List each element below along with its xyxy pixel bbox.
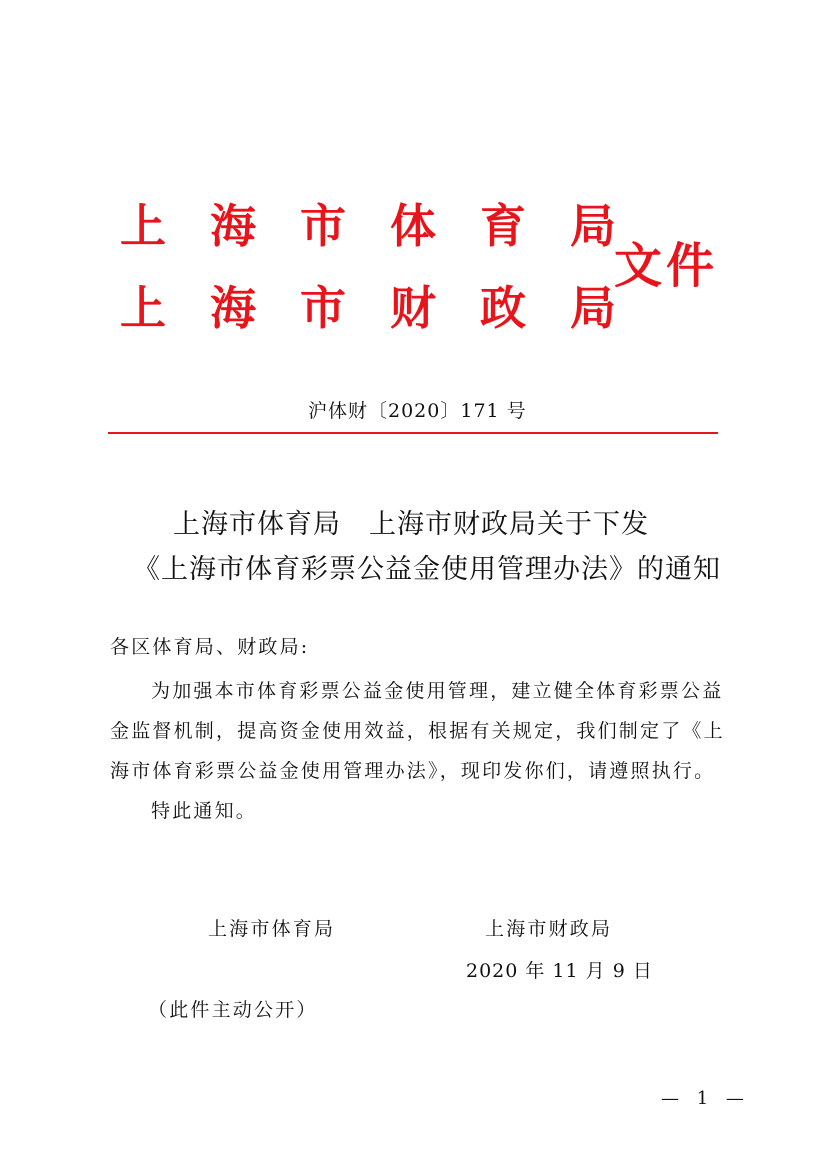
red-separator-line [108,432,718,434]
signature-org-sports-bureau: 上海市体育局 [208,918,336,940]
document-title-line-1: 上海市体育局 上海市财政局关于下发 [173,509,649,540]
signature-org-finance-bureau: 上海市财政局 [485,918,613,940]
disclosure-note: （此件主动公开） [148,999,318,1021]
body-paragraph-line-1: 为加强本市体育彩票公益金使用管理，建立健全体育彩票公益 [151,680,724,702]
masthead-line-2: 上海市财政局 [120,281,660,335]
masthead-suffix: 文件 [614,238,719,294]
document-title-line-2: 《上海市体育彩票公益金使用管理办法》的通知 [133,554,721,585]
salutation: 各区体育局、财政局: [110,636,310,658]
signature-date: 2020 年 11 月 9 日 [466,960,653,982]
page-number: — 1 — [661,1088,750,1109]
masthead-line-1: 上海市体育局 [120,199,660,253]
document-number: 沪体财〔2020〕171 号 [308,400,527,422]
body-paragraph-line-3: 海市体育彩票公益金使用管理办法》，现印发你们，请遵照执行。 [110,760,716,782]
closing-line: 特此通知。 [151,800,258,822]
body-paragraph-line-2: 金监督机制，提高资金使用效益，根据有关规定，我们制定了《上 [110,720,725,742]
